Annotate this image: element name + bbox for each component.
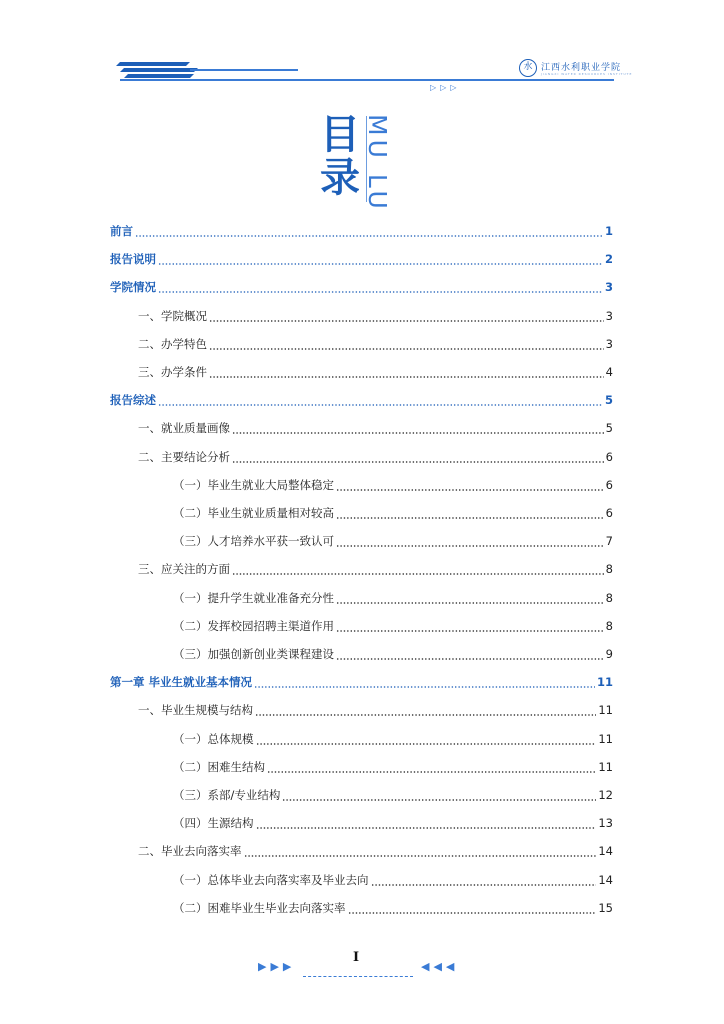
toc-entry[interactable]	[0, 362, 613, 382]
toc-entry-page: 9	[605, 647, 613, 661]
footer-left-arrows-icon: ◀◀◀	[421, 960, 459, 973]
page-number: I	[353, 950, 360, 965]
toc-entry-label: （二）困难毕业生毕业去向落实率	[173, 900, 346, 915]
toc-entry-page: 4	[605, 365, 613, 379]
toc-leader-dots	[256, 729, 597, 749]
toc-leader-dots	[256, 813, 597, 833]
toc-leader-dots	[348, 898, 597, 918]
toc-entry[interactable]	[0, 870, 613, 890]
toc-entry-label: 二、办学特色	[138, 336, 207, 351]
toc-leader-dots	[282, 785, 596, 805]
toc-leader-dots	[336, 588, 604, 608]
toc-entry-label: 学院情况	[110, 280, 156, 295]
toc-leader-dots	[336, 503, 604, 523]
toc-entry-page: 11	[598, 731, 613, 746]
toc-entry[interactable]	[0, 757, 613, 777]
toc-leader-dots	[254, 672, 595, 692]
toc-title-cn: 目录	[320, 112, 360, 201]
toc-leader-dots	[336, 475, 604, 495]
toc-entry[interactable]	[0, 418, 613, 438]
toc-entry-label: 一、就业质量画像	[138, 421, 230, 436]
toc-entry-page: 6	[605, 506, 613, 520]
toc-entry-page: 15	[598, 900, 613, 915]
toc-entry[interactable]	[0, 531, 613, 551]
toc-entry[interactable]	[0, 447, 613, 467]
toc-entry[interactable]	[0, 785, 613, 805]
school-name: 江西水利职业学院	[541, 63, 622, 73]
school-name-en: JIANGXI WATER RESOURCES INSTITUTE	[541, 72, 633, 76]
toc-leader-dots	[244, 841, 597, 861]
toc-entry-page: 11	[598, 759, 613, 774]
toc-leader-dots	[267, 757, 596, 777]
toc-leader-dots	[255, 700, 596, 720]
toc-entry-page: 8	[605, 618, 613, 633]
toc-entry[interactable]	[0, 221, 613, 241]
toc-entry-label: （二）困难生结构	[173, 759, 265, 774]
toc-entry-label: 一、学院概况	[138, 308, 207, 323]
toc-entry-page: 11	[596, 675, 613, 690]
toc-leader-dots	[232, 418, 604, 438]
footer-dashed-rule	[303, 976, 413, 977]
toc-entry[interactable]	[0, 475, 613, 495]
toc-entry-page: 3	[604, 280, 613, 295]
header-rule-short	[190, 69, 298, 71]
toc-entry-label: （一）提升学生就业准备充分性	[173, 590, 334, 605]
toc-title-en: MU LU	[363, 114, 392, 213]
toc-entry-label: （三）人才培养水平获一致认可	[173, 534, 334, 549]
toc-entry-label: （一）总体规模	[173, 731, 254, 746]
toc-entry-page: 6	[605, 449, 613, 464]
toc-entry-label: （二）发挥校园招聘主渠道作用	[173, 618, 334, 633]
toc-entry-label: （三）系部/专业结构	[173, 788, 281, 802]
toc-entry-page: 8	[605, 590, 613, 605]
toc-leader-dots	[158, 249, 603, 269]
toc-leader-dots	[135, 221, 603, 241]
toc-entry[interactable]	[0, 277, 613, 297]
toc-entry[interactable]	[0, 644, 613, 664]
toc-entry-label: 三、办学条件	[138, 365, 207, 379]
toc-entry-page: 14	[598, 872, 613, 887]
toc-entry-page: 12	[598, 788, 613, 802]
toc-leader-dots	[336, 644, 604, 664]
toc-entry-label: 前言	[110, 224, 133, 238]
toc-leader-dots	[336, 616, 604, 636]
toc-entry[interactable]	[0, 559, 613, 579]
toc-entry[interactable]	[0, 813, 613, 833]
school-logo-icon: 水	[519, 59, 537, 77]
toc-entry[interactable]	[0, 390, 613, 410]
toc-entry-label: （三）加强创新创业类课程建设	[173, 647, 334, 661]
toc-entry-page: 5	[605, 421, 613, 436]
toc-leader-dots	[232, 447, 604, 467]
toc-entry-page: 13	[598, 816, 613, 831]
toc-entry-label: 第一章 毕业生就业基本情况	[110, 675, 253, 690]
toc-leader-dots	[158, 277, 603, 297]
toc-entry-label: 三、应关注的方面	[138, 562, 230, 577]
toc-entry-page: 14	[598, 844, 613, 859]
toc-entry-page: 8	[605, 562, 613, 577]
toc-leader-dots	[209, 334, 604, 354]
toc-entry[interactable]	[0, 306, 613, 326]
toc-entry-page: 2	[604, 252, 613, 267]
toc-leader-dots	[209, 362, 604, 382]
toc-entry[interactable]	[0, 841, 613, 861]
toc-entry[interactable]	[0, 588, 613, 608]
header-arrows-icon: ▷▷▷	[430, 83, 461, 92]
toc-leader-dots	[232, 559, 604, 579]
toc-entry-label: （一）毕业生就业大局整体稳定	[173, 477, 334, 492]
toc-leader-dots	[158, 390, 603, 410]
toc-entry-label: （一）总体毕业去向落实率及毕业去向	[173, 872, 369, 887]
toc-entry[interactable]	[0, 672, 613, 692]
toc-entry-label: 报告说明	[110, 252, 156, 267]
toc-leader-dots	[371, 870, 597, 890]
toc-entry[interactable]	[0, 700, 613, 720]
toc-entry[interactable]	[0, 898, 613, 918]
toc-entry-page: 5	[604, 393, 613, 408]
toc-entry[interactable]	[0, 249, 613, 269]
toc-entry[interactable]	[0, 729, 613, 749]
toc-leader-dots	[336, 531, 604, 551]
toc-entry-page: 11	[598, 703, 613, 718]
toc-entry-page: 6	[605, 477, 613, 492]
toc-entry-label: 一、毕业生规模与结构	[138, 703, 253, 718]
toc-entry-page: 7	[605, 534, 613, 549]
toc-entry-page: 3	[605, 308, 613, 323]
toc-entry-label: 二、毕业去向落实率	[138, 844, 242, 859]
toc-entry-label: （四）生源结构	[173, 816, 254, 831]
toc-entry-label: （二）毕业生就业质量相对较高	[173, 506, 334, 520]
toc-entry[interactable]	[0, 616, 613, 636]
toc-entry-label: 报告综述	[110, 393, 156, 408]
toc-entry-page: 1	[604, 224, 613, 238]
header-rule-long	[120, 79, 614, 81]
toc-entry[interactable]	[0, 334, 613, 354]
footer-right-arrows-icon: ▶▶▶	[258, 960, 296, 973]
toc-entry-label: 二、主要结论分析	[138, 449, 230, 464]
toc-leader-dots	[209, 306, 604, 326]
toc-entry[interactable]	[0, 503, 613, 523]
toc-entry-page: 3	[605, 336, 613, 351]
